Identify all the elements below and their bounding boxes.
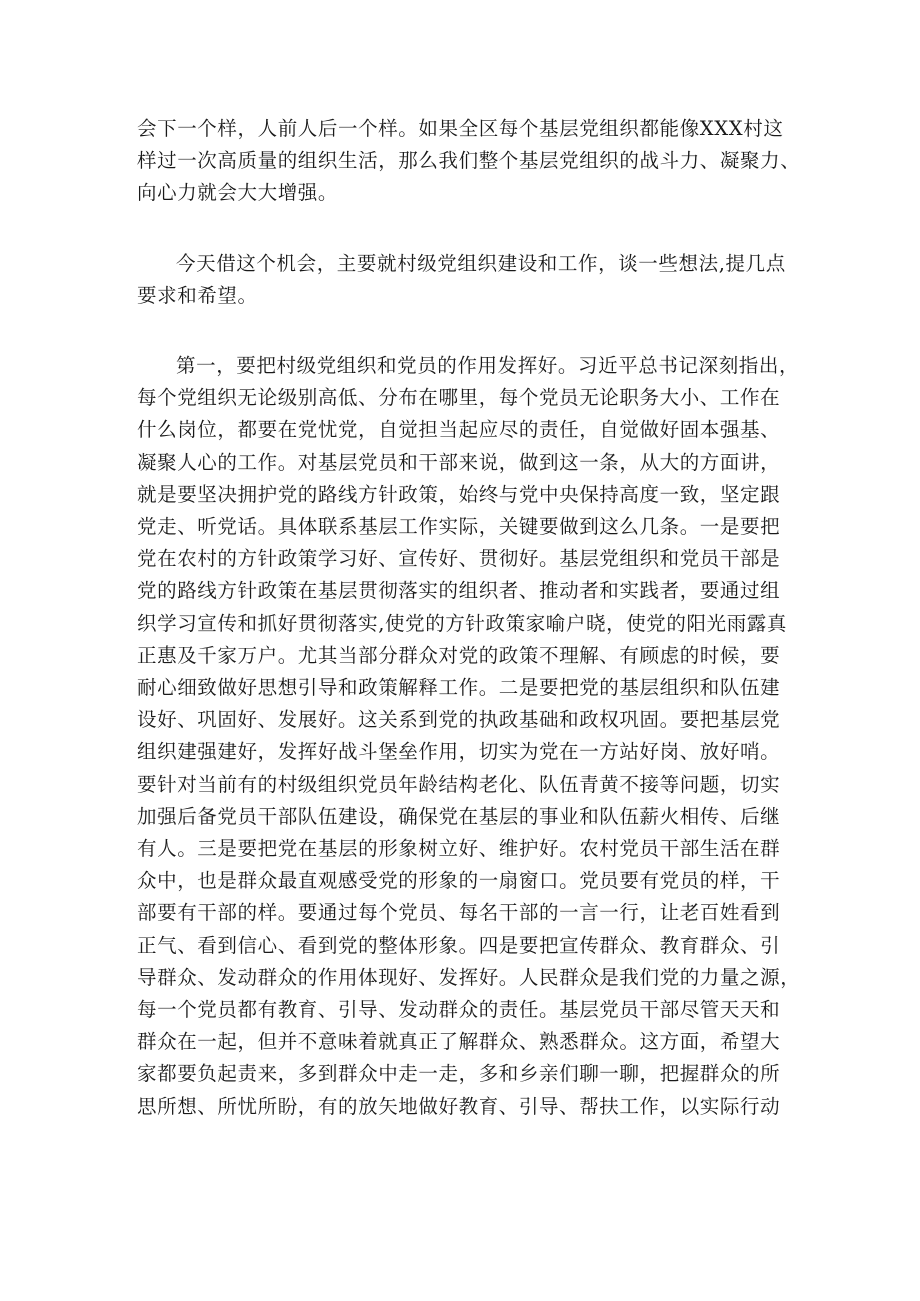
paragraph-first-point: [137, 350, 807, 1123]
document-body: [137, 113, 807, 1123]
paragraph-intro: [137, 248, 807, 312]
text-line: 部要有干部的样。要通过每个党员、每名干部的一言一行，让老百姓看到: [137, 901, 781, 925]
text-line: 要针对当前有的村级组织党员年龄结构老化、队伍青黄不接等问题，切实: [137, 772, 781, 796]
text-line: 党的路线方针政策在基层贯彻落实的组织者、推动者和实践者，要通过组: [137, 579, 781, 603]
text-line: 党走、听党话。具体联系基层工作实际，关键要做到这么几条。一是要把: [137, 515, 781, 539]
paragraph-gap: [137, 312, 807, 350]
text-line: 第一，要把村级党组织和党员的作用发挥好。习近平总书记深刻指出，: [176, 354, 800, 378]
text-line: 向心力就会大大增强。: [137, 181, 339, 205]
text-line: 每一个党员都有教育、引导、发动群众的责任。基层党员干部尽管天天和: [137, 998, 781, 1022]
text-line: 家都要负起责来，多到群众中走一走，多和乡亲们聊一聊，把握群众的所: [137, 1062, 781, 1086]
text-line: 就是要坚决拥护党的路线方针政策，始终与党中央保持高度一致，坚定跟: [137, 482, 781, 506]
text-line: 凝聚人心的工作。对基层党员和干部来说，做到这一条，从大的方面讲，: [137, 450, 781, 474]
text-line: 加强后备党员干部队伍建设，确保党在基层的事业和队伍薪火相传、后继: [137, 804, 781, 828]
paragraph-gap: [137, 210, 807, 248]
text-line: 每个党组织无论级别高低、分布在哪里，每个党员无论职务大小、工作在: [137, 386, 781, 410]
text-line: 要求和希望。: [137, 283, 258, 307]
text-line: 今天借这个机会，主要就村级党组织建设和工作，谈一些想法,提几点: [176, 251, 786, 275]
text-line: 会下一个样，人前人后一个样。如果全区每个基层党组织都能像XXX村这: [137, 117, 784, 140]
text-line: 思所想、所忧所盼，有的放矢地做好教育、引导、帮扶工作，以实际行动: [137, 1094, 781, 1118]
text-line: 正惠及千家万户。尤其当部分群众对党的政策不理解、有顾虑的时候，要: [137, 643, 781, 667]
text-line: 设好、巩固好、发展好。这关系到党的执政基础和政权巩固。要把基层党: [137, 708, 781, 732]
text-line: 群众在一起，但并不意味着就真正了解群众、熟悉群众。这方面，希望大: [137, 1030, 781, 1054]
text-line: 耐心细致做好思想引导和政策解释工作。二是要把党的基层组织和队伍建: [137, 676, 781, 700]
text-line: 导群众、发动群众的作用体现好、发挥好。人民群众是我们党的力量之源，: [137, 965, 801, 989]
text-line: 众中，也是群众最直观感受党的形象的一扇窗口。党员要有党员的样，干: [137, 869, 781, 893]
text-line: 组织建强建好，发挥好战斗堡垒作用，切实为党在一方站好岗、放好哨。: [137, 740, 781, 764]
paragraph-continuation: [137, 113, 807, 210]
text-line: 正气、看到信心、看到党的整体形象。四是要把宣传群众、教育群众、引: [137, 933, 781, 957]
text-line: 有人。三是要把党在基层的形象树立好、维护好。农村党员干部生活在群: [137, 837, 781, 861]
text-line: 什么岗位，都要在党忧党，自觉担当起应尽的责任，自觉做好固本强基、: [137, 418, 781, 442]
text-line: 样过一次高质量的组织生活，那么我们整个基层党组织的战斗力、凝聚力、: [137, 149, 801, 173]
text-line: 党在农村的方针政策学习好、宣传好、贯彻好。基层党组织和党员干部是: [137, 547, 781, 571]
text-line: 织学习宣传和抓好贯彻落实,使党的方针政策家喻户晓，使党的阳光雨露真: [137, 611, 787, 635]
